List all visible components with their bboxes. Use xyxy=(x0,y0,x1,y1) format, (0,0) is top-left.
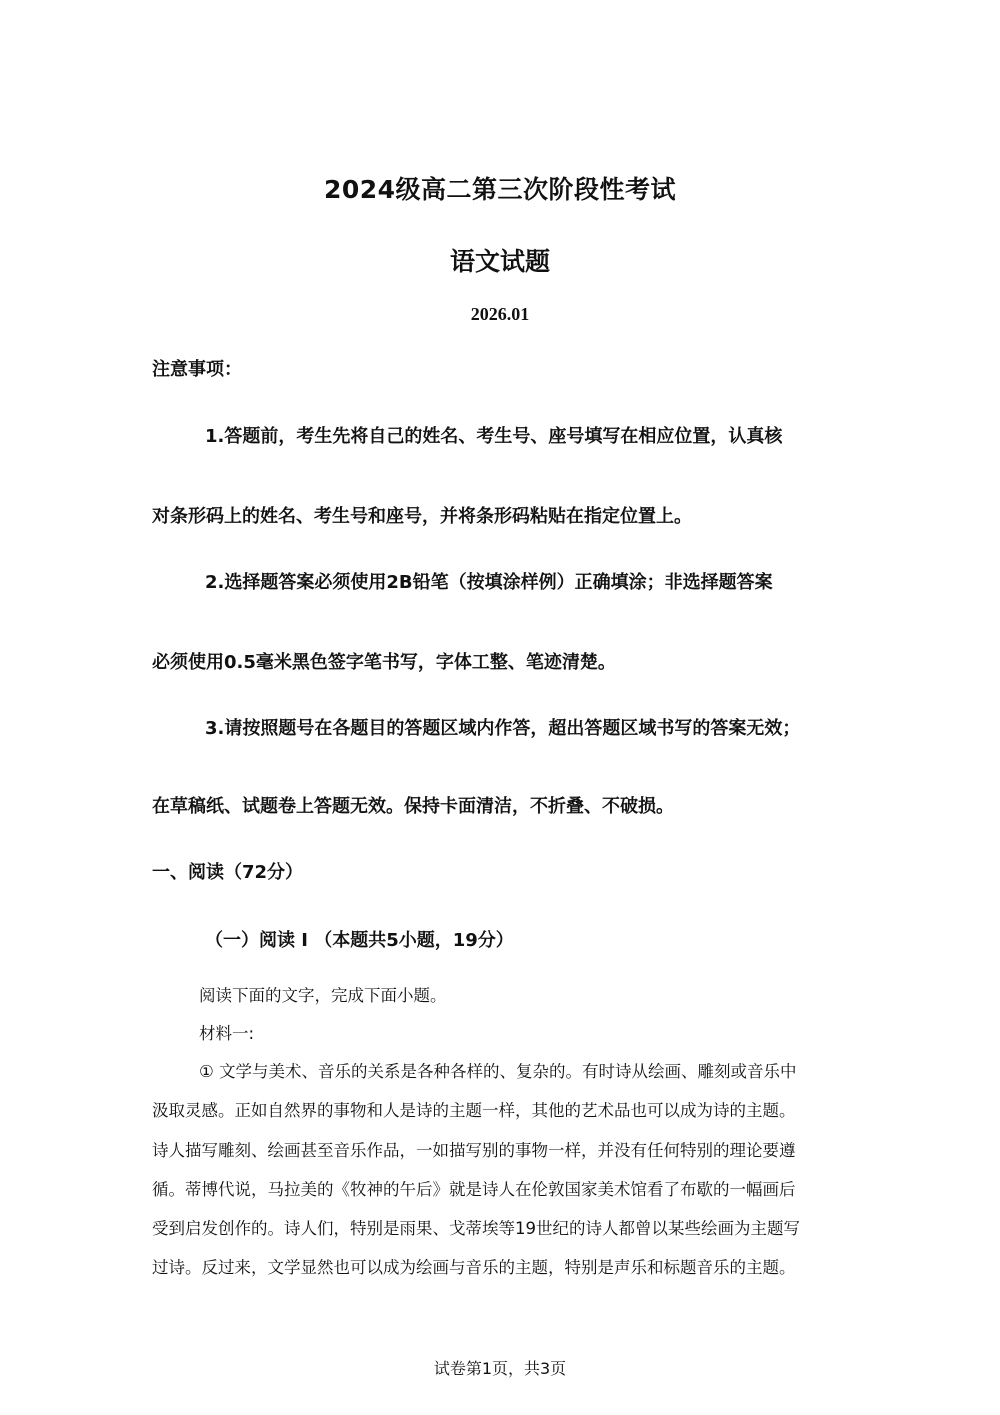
section-subheading: （一）阅读 I （本题共5小题，19分） xyxy=(205,930,514,951)
exam-subtitle: 语文试题 xyxy=(449,247,550,276)
page-footer: 试卷第1页，共3页 xyxy=(433,1359,567,1378)
exam-date: 2026.01 xyxy=(470,304,530,324)
notice-line-6: 在草稿纸、试题卷上答题无效。保持卡面清洁，不折叠、不破损。 xyxy=(152,796,674,817)
passage-line-4: 循。蒂博代说，马拉美的《牧神的午后》就是诗人在伦敦国家美术馆看了布歇的一幅画后 xyxy=(152,1180,796,1199)
notice-line-2: 对条形码上的姓名、考生号和座号，并将条形码粘贴在指定位置上。 xyxy=(152,506,692,527)
exam-title: 2024级高二第三次阶段性考试 xyxy=(323,175,677,204)
section-heading: 一、阅读（72分） xyxy=(152,862,304,883)
notice-line-3: 2.选择题答案必须使用2B铅笔（按填涂样例）正确填涂；非选择题答案 xyxy=(205,572,773,593)
material-label: 材料一: xyxy=(199,1024,255,1043)
reading-instruction: 阅读下面的文字，完成下面小题。 xyxy=(199,986,447,1005)
passage-line-2: 汲取灵感。正如自然界的事物和人是诗的主题一样，其他的艺术品也可以成为诗的主题。 xyxy=(152,1101,796,1120)
passage-line-1: ① 文学与美术、音乐的关系是各种各样的、复杂的。有时诗从绘画、雕刻或音乐中 xyxy=(199,1062,797,1081)
passage-line-6: 过诗。反过来，文学显然也可以成为绘画与音乐的主题，特别是声乐和标题音乐的主题。 xyxy=(152,1258,796,1277)
notice-heading: 注意事项： xyxy=(152,359,242,380)
notice-line-1: 1.答题前，考生先将自己的姓名、考生号、座号填写在相应位置，认真核 xyxy=(205,426,783,447)
passage-line-5: 受到启发创作的。诗人们，特别是雨果、戈蒂埃等19世纪的诗人都曾以某些绘画为主题写 xyxy=(152,1219,800,1238)
passage-line-3: 诗人描写雕刻、绘画甚至音乐作品，一如描写别的事物一样，并没有任何特别的理论要遵 xyxy=(152,1141,796,1160)
notice-line-4: 必须使用0.5毫米黑色签字笔书写，字体工整、笔迹清楚。 xyxy=(152,652,616,673)
notice-line-5: 3.请按照题号在各题目的答题区域内作答，超出答题区域书写的答案无效； xyxy=(205,718,801,739)
